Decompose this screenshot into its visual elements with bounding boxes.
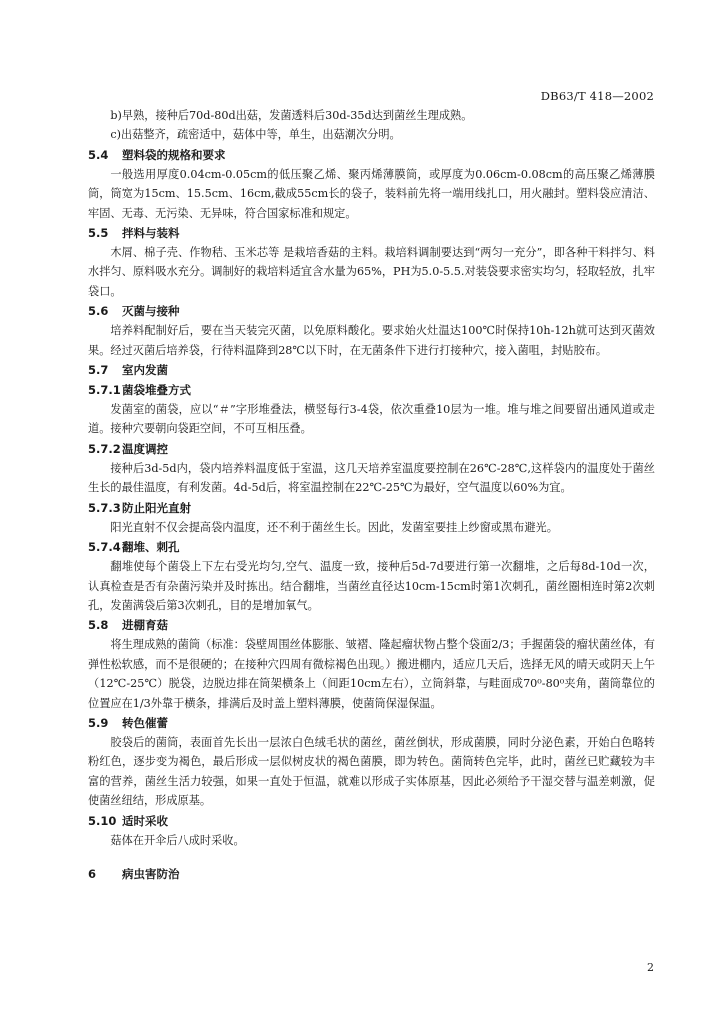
section-number: 5.10 (88, 813, 117, 828)
section-number: 5.8 (88, 618, 109, 633)
section-title: 温度调控 (122, 441, 168, 456)
paragraph: 将生理成熟的菌筒（标准：袋壁周围丝体膨胀、皱褶、隆起瘤状物占整个袋面2/3；手握菌袋的瘤状菌丝体，有弹性松软感，而不是很硬的；在接种穴四周有微棕褐色出现。）搬进棚内，适应几天后，选择无风的晴天或阴天上午（12℃-25℃）脱袋，边脱边排在筒架横条上（间距10cm左右），立筒斜靠，与畦面成70⁰-80⁰夹角，菌筒靠位的位置应在1/3外靠于横条，排满后及时盖上塑料薄膜，使菌筒保湿保温。 (88, 638, 655, 710)
section-title: 防止阳光直射 (122, 500, 191, 515)
section-heading (88, 713, 655, 733)
section-number: 5.9 (88, 715, 109, 730)
section-heading (88, 223, 655, 243)
section-title: 菌袋堆叠方式 (122, 383, 191, 398)
page-number: 2 (647, 961, 654, 974)
section-title: 灭菌与接种 (122, 304, 180, 319)
section-title: 拌料与装料 (122, 226, 180, 241)
section-number: 5.7.3 (88, 500, 121, 515)
section-heading (88, 615, 655, 635)
section-heading (88, 537, 655, 557)
section-number: 5.7.4 (88, 540, 121, 555)
paragraph: 一般选用厚度0.04cm-0.05cm的低压聚乙烯、聚丙烯薄膜筒，或厚度为0.06cm-0.08cm的高压聚乙烯薄膜筒，筒宽为15cm、15.5cm、16cm,截成55cm长的袋子，装料前先将一端用线扎口，用火融封。塑料袋应清洁、牢固、无毒、无污染、无异味，符合国家标准和规定。 (88, 167, 655, 220)
section-heading (88, 145, 655, 165)
section-number: 6 (88, 866, 97, 881)
paragraph: 翻堆使每个菌袋上下左右受光均匀,空气、温度一致，接种后5d-7d要进行第一次翻堆，之后每8d-10d一次，认真检查是否有杂菌污染并及时拣出。结合翻堆，当菌丝直径达10cm-15cm时第1次刺孔，菌丝圈相连时第2次刺孔，发菌满袋后第3次刺孔，目的是增加氧气。 (88, 560, 655, 612)
section-heading (88, 380, 655, 400)
paragraph: 阳光直射不仅会提高袋内温度，还不利于菌丝生长。因此，发菌室要挂上纱窗或黑布避光。 (110, 520, 558, 534)
list-item: c)出菇整齐，疏密适中，菇体中等，单生，出菇潮次分明。 (110, 128, 401, 142)
section-heading (88, 864, 655, 884)
paragraph: 胶袋后的菌筒，表面首先长出一层浓白色绒毛状的菌丝，菌丝倒状，形成菌膜，同时分泌色素，开始白色略转粉红色，逐步变为褐色，最后形成一层似树皮状的褐色菌膜，即为转色。菌筒转色完毕，此时，菌丝已贮藏较为丰富的营养，菌丝生活力较强，如果一直处于恒温，就难以形成子实体原基，因此必须给予干湿交替与温差刺激，促使菌丝纽结，形成原基。 (88, 735, 655, 808)
section-number: 5.7.1 (88, 383, 121, 398)
spacer (88, 850, 655, 864)
section-title: 进棚育菇 (122, 618, 168, 633)
section-heading (88, 811, 655, 831)
paragraph: 接种后3d-5d内，袋内培养料温度低于室温，这几天培养室温度要控制在26℃-28℃,这样袋内的温度处于菌丝生长的最佳温度，有利发菌。4d-5d后，将室温控制在22℃-25℃为最好，空气温度以60%为宜。 (88, 461, 655, 495)
section-title: 转色催蕾 (122, 715, 168, 730)
section-heading (88, 301, 655, 321)
paragraph: 培养料配制好后，要在当天装完灭菌，以免原料酸化。要求始火灶温达100℃时保持10h-12h就可达到灭菌效果。经过灭菌后培养袋，行待料温降到28℃以下时，在无菌条件下进行打接种穴，接入菌咀，封贴胶布。 (88, 324, 655, 357)
section-title: 病虫害防治 (122, 866, 180, 881)
paragraph: 菇体在开伞后八成时采收。 (110, 833, 245, 847)
section-number: 5.7.2 (88, 441, 121, 456)
section-number: 5.5 (88, 226, 109, 241)
section-number: 5.4 (88, 147, 109, 162)
document-body (88, 106, 655, 884)
section-number: 5.6 (88, 304, 109, 319)
section-heading (88, 439, 655, 459)
section-heading (88, 360, 655, 380)
paragraph: 发菌室的菌袋，应以“＃”字形堆叠法，横竖每行3-4袋，依次重叠10层为一堆。堆与堆之间要留出通风道或走道。接种穴要朝向袋距空间，不可互相压叠。 (88, 403, 655, 436)
list-item: b)早熟，接种后70d-80d出菇，发菌透料后30d-35d达到菌丝生理成熟。 (110, 109, 473, 122)
section-title: 塑料袋的规格和要求 (122, 147, 226, 162)
section-title: 室内发菌 (122, 363, 168, 378)
paragraph: 木屑、棉子壳、作物秸、玉米芯等 是栽培香菇的主料。栽培料调制要达到“两匀一充分”，即各种干料拌匀、料水拌匀、原料吸水充分。调制好的栽培料适宜含水量为65%，PH为5.0-5.5.对装袋要求密实均匀，轻取轻放，扎牢袋口。 (88, 246, 655, 298)
section-number: 5.7 (88, 363, 109, 378)
section-title: 翻堆、刺孔 (122, 540, 180, 555)
section-heading (88, 498, 655, 518)
standard-code: DB63/T 418—2002 (540, 89, 654, 103)
section-title: 适时采收 (122, 813, 168, 828)
